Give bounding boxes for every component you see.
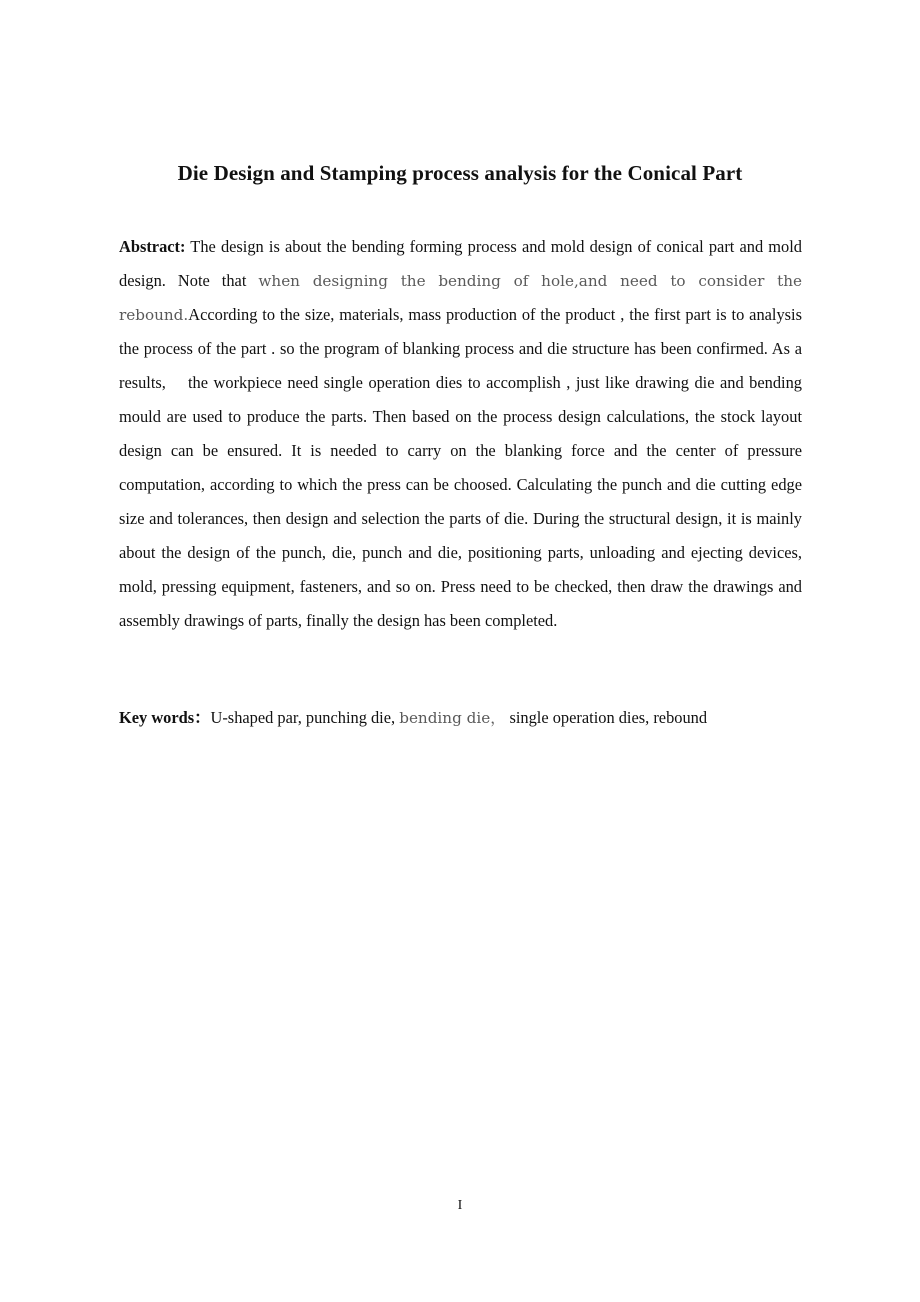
keywords-line (119, 702, 802, 734)
keywords-highlight-text: bending die， (399, 709, 506, 727)
keywords-label: Key words： (119, 708, 211, 727)
keywords-text-part1: U-shaped par, punching die, (210, 708, 400, 727)
paper-title: Die Design and Stamping process analysis for the Conical Part (177, 161, 743, 185)
abstract-highlight-text: when designing the bending of hole,and need to consider the rebound. (119, 272, 802, 324)
abstract-text-part2: According to the size, materials, mass production of the product , the first part is to analysis the process of the part . so the program of blanking process and die structure has been confirmed. As a results, the workpiece need single operation dies to accomplish , just like drawing die and bending mould are used to produce the parts. Then based on the process design calculations, the stock layout design can be ensured. It is needed to carry on the blanking force and the center of pressure computation, according to which the press can be choosed. Calculating the punch and die cutting edge size and tolerances, then design and selection the parts of die. During the structural design, it is mainly about the design of the punch, die, punch and die, positioning parts, unloading and ejecting devices, mold, pressing equipment, fasteners, and so on. Press need to be checked, then draw the drawings and assembly drawings of parts, finally the design has been completed. (119, 305, 802, 630)
page-number: I (457, 1198, 463, 1213)
keywords-text-part2: single operation dies, rebound (505, 708, 708, 727)
abstract-label: Abstract: (119, 237, 186, 256)
abstract-paragraph (119, 230, 802, 638)
abstract-text-part1: The design is about the bending forming process and mold design of conical part and mold design. Note that (119, 237, 802, 290)
